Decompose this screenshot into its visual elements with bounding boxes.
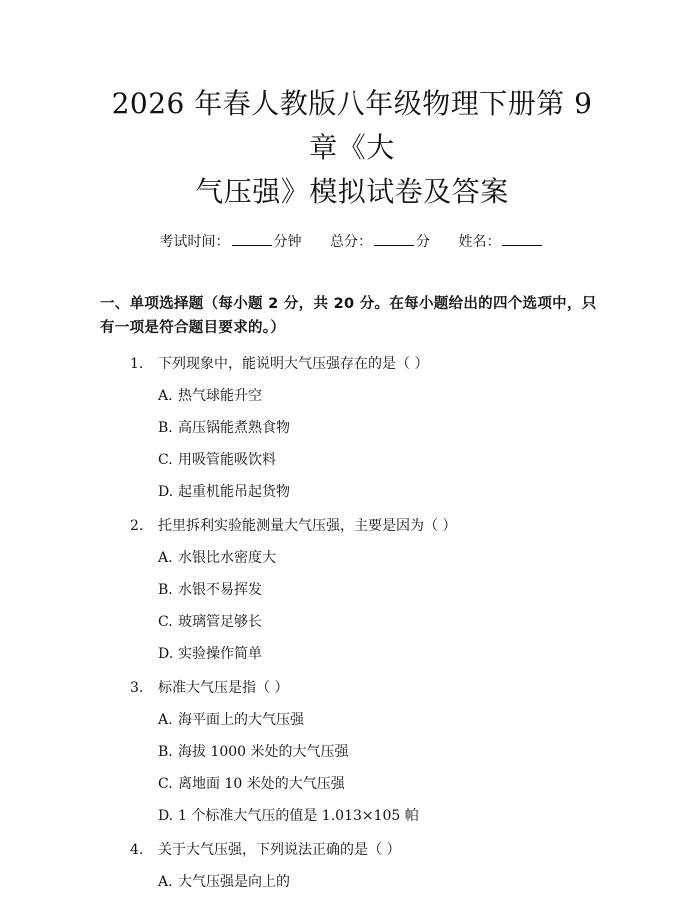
option-label: D. — [158, 808, 174, 824]
option — [100, 386, 604, 406]
option — [100, 482, 604, 502]
total-score — [330, 232, 430, 252]
section-heading: 一、单项选择题（每小题 2 分，共 20 分。在每小题给出的四个选项中，只有一项是符合题目要求的。） — [100, 296, 597, 336]
question-number: 2. — [130, 518, 144, 534]
score-blank — [374, 233, 414, 246]
exam-meta — [100, 232, 604, 252]
time-unit: 分钟 — [273, 234, 302, 250]
question-text: 托里拆利实验能测量大气压强，主要是因为（ ） — [158, 518, 457, 534]
title-line-1: 2026 年春人教版八年级物理下册第 9 章《大 — [111, 87, 593, 164]
question-text: 标准大气压是指（ ） — [158, 680, 289, 696]
time-blank — [232, 233, 272, 246]
question-number: 4. — [130, 842, 144, 858]
option-text: 高压锅能煮熟食物 — [178, 420, 290, 436]
option-text: 海平面上的大气压强 — [178, 712, 304, 728]
name-blank — [502, 233, 542, 246]
question-list — [100, 354, 604, 892]
option-label: B. — [158, 582, 173, 598]
option-label: A. — [158, 388, 173, 404]
score-unit: 分 — [416, 234, 430, 250]
question-stem — [100, 516, 604, 536]
option-text: 离地面 10 米处的大气压强 — [178, 776, 345, 792]
option-text: 用吸管能吸饮料 — [178, 452, 276, 468]
question-text: 关于大气压强，下列说法正确的是（ ） — [158, 842, 401, 858]
option-label: C. — [158, 776, 173, 792]
option — [100, 710, 604, 730]
score-label: 总分： — [330, 234, 372, 250]
option-text: 水银比水密度大 — [178, 550, 276, 566]
title-line-2: 气压强》模拟试卷及答案 — [195, 175, 509, 208]
option-label: A. — [158, 874, 173, 890]
question-number: 1. — [130, 356, 144, 372]
time-label: 考试时间： — [159, 234, 230, 250]
option-label: B. — [158, 744, 173, 760]
option-label: B. — [158, 420, 173, 436]
option — [100, 644, 604, 664]
option-text: 1 个标准大气压的值是 1.013×105 帕 — [178, 808, 419, 824]
option-label: A. — [158, 550, 173, 566]
option-label: D. — [158, 646, 174, 662]
option — [100, 548, 604, 568]
option-text: 大气压强是向上的 — [178, 874, 290, 890]
option-text: 玻璃管足够长 — [178, 614, 262, 630]
option — [100, 774, 604, 794]
option-label: D. — [158, 484, 174, 500]
question-stem — [100, 678, 604, 698]
page-title — [100, 0, 604, 214]
option — [100, 806, 604, 826]
option — [100, 418, 604, 438]
name-label: 姓名： — [458, 234, 501, 250]
option — [100, 872, 604, 892]
option-label: C. — [158, 452, 173, 468]
option — [100, 742, 604, 762]
option-text: 起重机能吊起货物 — [178, 484, 290, 500]
question-stem — [100, 840, 604, 860]
option-text: 水银不易挥发 — [178, 582, 262, 598]
option-label: A. — [158, 712, 173, 728]
option — [100, 450, 604, 470]
option-label: C. — [158, 614, 173, 630]
option-text: 热气球能升空 — [178, 388, 262, 404]
option-text: 实验操作简单 — [178, 646, 262, 662]
option — [100, 612, 604, 632]
exam-time — [160, 232, 302, 252]
question-text: 下列现象中，能说明大气压强存在的是（ ） — [158, 356, 429, 372]
question-stem — [100, 354, 604, 374]
student-name — [458, 232, 544, 252]
option-text: 海拔 1000 米处的大气压强 — [178, 744, 349, 760]
question-number: 3. — [130, 680, 144, 696]
option — [100, 580, 604, 600]
